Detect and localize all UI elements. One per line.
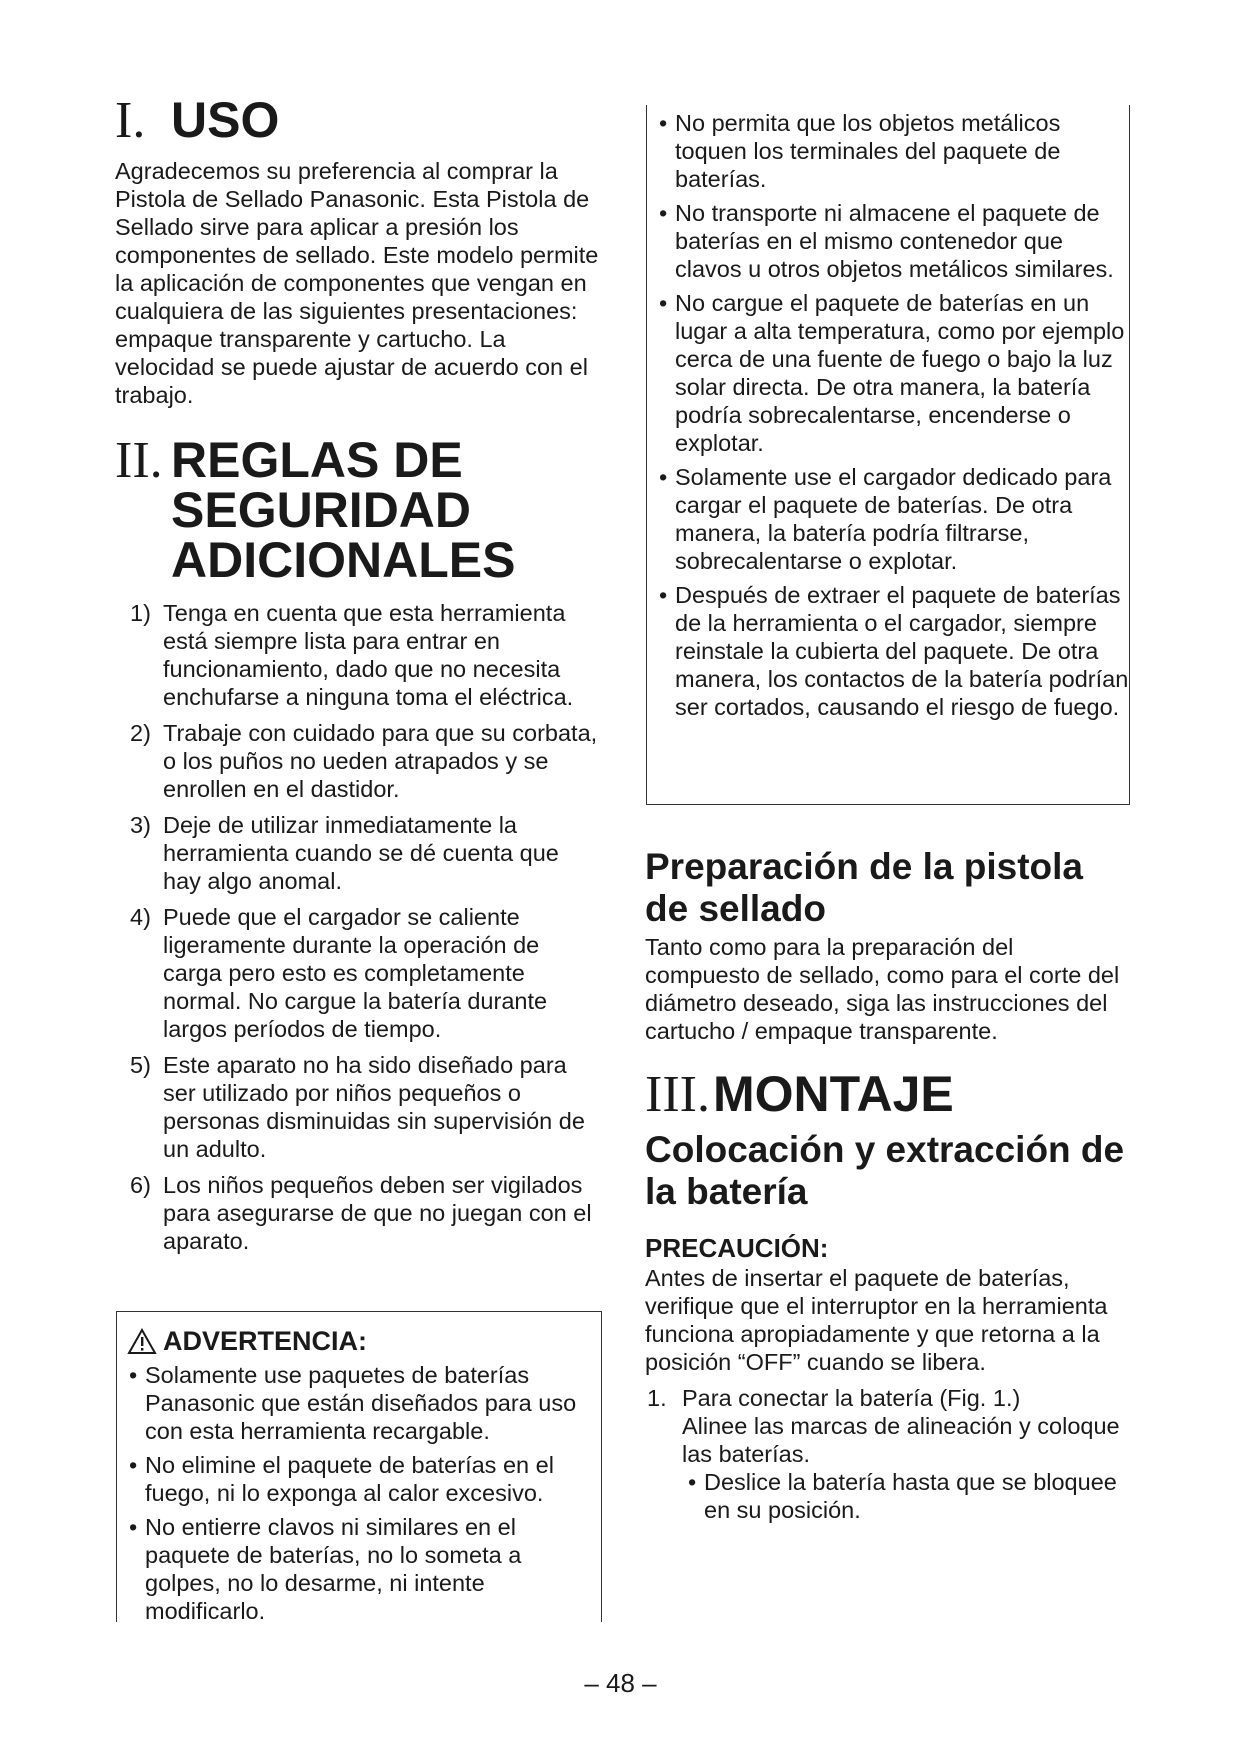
list-item	[645, 1384, 1127, 1524]
title-line: SEGURIDAD	[171, 482, 472, 538]
step-title: Para conectar la batería (Fig. 1.)	[682, 1385, 1021, 1411]
caution-label: PRECAUCIÓN:	[645, 1233, 829, 1263]
section-title: USO	[171, 92, 280, 148]
step-body: Alinee las marcas de alineación y coloque las baterías.	[682, 1413, 1120, 1467]
prep-heading: Preparación de la pistola de sellado	[645, 846, 1083, 929]
left-column	[115, 92, 603, 1263]
section-reglas-heading	[115, 432, 603, 588]
list-item: • No permita que los objetos metálicos toquen los terminales del paquete de baterías.	[647, 109, 1129, 193]
item-text: Deje de utilizar inmediatamente la herramienta cuando se dé cuenta que hay algo anomal.	[163, 812, 559, 894]
page-number: – 48 –	[584, 1668, 657, 1698]
item-text: Tenga en cuenta que esta herramienta está siempre lista para entrar en funcionamiento, dado que no necesita enchufarse a ninguna toma el eléctrica.	[163, 600, 574, 710]
item-number: 6)	[130, 1172, 151, 1198]
list-item	[115, 1051, 603, 1163]
item-number: 1)	[130, 600, 151, 626]
list-item	[115, 811, 603, 895]
warning-triangle-icon	[127, 1328, 157, 1355]
list-item	[115, 1171, 603, 1255]
warning-label: ADVERTENCIA:	[163, 1326, 368, 1356]
warning-heading	[127, 1326, 601, 1357]
caution-paragraph: Antes de insertar el paquete de baterías, verifique que el interruptor en la herramienta funciona apropiadamente y que retorna a la posición “OFF” cuando se libera.	[645, 1265, 1108, 1375]
item-text: Los niños pequeños deben ser vigilados para asegurarse de que no juegan con el aparato.	[163, 1172, 592, 1254]
list-item	[115, 903, 603, 1043]
section-numeral: II.	[115, 432, 163, 489]
title-line: REGLAS DE	[171, 432, 463, 488]
right-column	[645, 846, 1127, 1524]
item-number: 2)	[130, 720, 151, 746]
list-item: • No cargue el paquete de baterías en un lugar a alta temperatura, como por ejemplo cerca de una fuente de fuego o bajo la luz solar directa. De otra manera, la batería podría sobrecalentarse, encenderse o explotar.	[647, 289, 1129, 457]
list-item	[115, 599, 603, 711]
list-item: • No transporte ni almacene el paquete de baterías en el mismo contenedor que clavos u otros objetos metálicos similares.	[647, 199, 1129, 283]
steps-list	[645, 1384, 1127, 1524]
prep-paragraph: Tanto como para la preparación del compuesto de sellado, como para el corte del diámetro deseado, siga las instrucciones del cartucho / empaque transparente.	[645, 934, 1120, 1044]
item-text: Puede que el cargador se caliente ligeramente durante la operación de carga pero esto es completamente normal. No cargue la batería durante largos períodos de tiempo.	[163, 904, 548, 1042]
warning-continued-box	[646, 105, 1130, 805]
warning-list	[117, 1361, 601, 1625]
section-uso-heading	[115, 92, 603, 157]
item-number: 5)	[130, 1052, 151, 1078]
section-title	[171, 432, 516, 588]
battery-heading: Colocación y extracción de la batería	[645, 1129, 1125, 1212]
list-item: • No entierre clavos ni similares en el paquete de baterías, no lo someta a golpes, no lo desarme, ni intente modificarlo.	[117, 1513, 601, 1625]
step-bullet: • Deslice la batería hasta que se bloquee en su posición.	[684, 1468, 1127, 1524]
section-title: MONTAJE	[713, 1066, 954, 1122]
list-item: • Solamente use el cargador dedicado para cargar el paquete de baterías. De otra manera, la batería podría filtrarse, sobrecalentarse o explotar.	[647, 463, 1129, 575]
item-number: 4)	[130, 904, 151, 930]
list-item: • No elimine el paquete de baterías en el fuego, ni lo exponga al calor excesivo.	[117, 1451, 601, 1507]
warning-box	[116, 1311, 602, 1622]
list-item: • Solamente use paquetes de baterías Panasonic que están diseñados para uso con esta herramienta recargable.	[117, 1361, 601, 1445]
title-line: ADICIONALES	[171, 532, 516, 588]
section-numeral: III.	[645, 1066, 710, 1123]
warning-continued-list	[647, 109, 1129, 721]
item-text: Trabaje con cuidado para que su corbata, o los puños no ueden atrapados y se enrollen en el dastidor.	[163, 720, 598, 802]
uso-paragraph: Agradecemos su preferencia al comprar la Pistola de Sellado Panasonic. Esta Pistola de Sellado sirve para aplicar a presión los componentes de sellado. Este modelo permite la aplicación de componentes que vengan en cualquiera de las siguientes presentaciones: empaque transparente y cartucho. La velocidad se puede ajustar de acuerdo con el trabajo.	[115, 158, 599, 408]
item-text: Este aparato no ha sido diseñado para ser utilizado por niños pequeños o personas disminuidas sin supervisión de un adulto.	[163, 1052, 585, 1162]
safety-rules-list	[115, 599, 603, 1255]
list-item: • Después de extraer el paquete de baterías de la herramienta o el cargador, siempre reinstale la cubierta del paquete. De otra manera, los contactos de la batería podrían ser cortados, causando el riesgo de fuego.	[647, 581, 1129, 721]
section-montaje-heading	[645, 1066, 1127, 1125]
step-number: 1.	[647, 1385, 667, 1411]
section-numeral: I.	[115, 92, 146, 149]
item-number: 3)	[130, 812, 151, 838]
list-item	[115, 719, 603, 803]
